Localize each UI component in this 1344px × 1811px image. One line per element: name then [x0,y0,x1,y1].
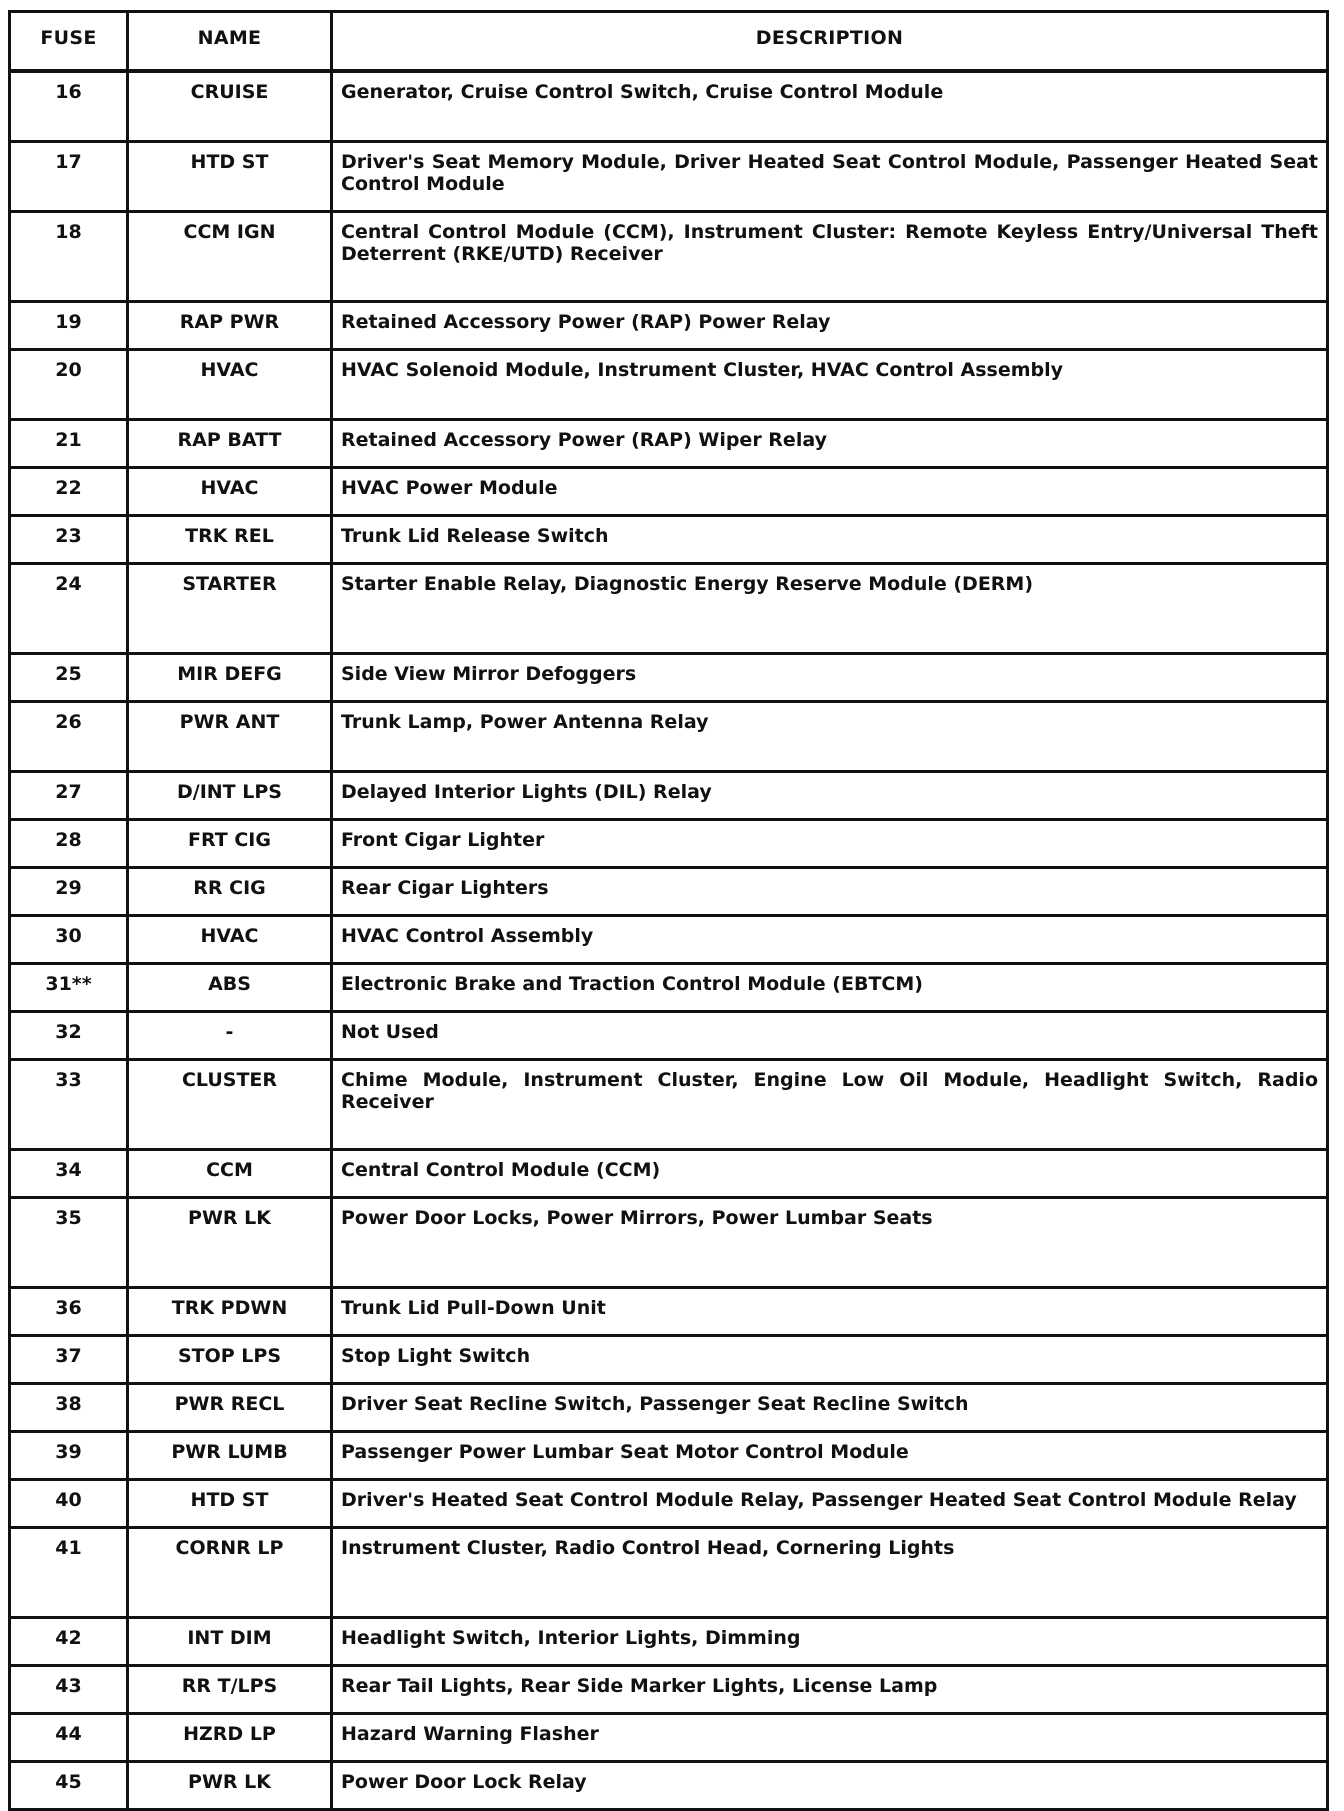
fuse-description-cell: Not Used [332,1012,1328,1060]
fuse-description-cell: Retained Accessory Power (RAP) Wiper Relay [332,420,1328,468]
fuse-description-cell: HVAC Power Module [332,468,1328,516]
fuse-number-cell: 21 [10,420,128,468]
fuse-number-cell: 30 [10,916,128,964]
fuse-name-cell: - [128,1012,332,1060]
table-row [10,868,1328,916]
table-row [10,1288,1328,1336]
fuse-number-cell: 40 [10,1480,128,1528]
table-row [10,654,1328,702]
fuse-number-cell: 16 [10,71,128,142]
fuse-description-cell: Passenger Power Lumbar Seat Motor Control Module [332,1432,1328,1480]
fuse-description-cell: Trunk Lid Release Switch [332,516,1328,564]
fuse-number-cell: 38 [10,1384,128,1432]
fuse-number-cell: 22 [10,468,128,516]
fuse-number-cell: 36 [10,1288,128,1336]
fuse-number-cell: 37 [10,1336,128,1384]
fuse-name-cell: PWR LK [128,1762,332,1810]
table-row [10,1012,1328,1060]
fuse-name-cell: RR T/LPS [128,1666,332,1714]
header-row [10,12,1328,72]
fuse-number-cell: 28 [10,820,128,868]
fuse-description-cell: Chime Module, Instrument Cluster, Engine Low Oil Module, Headlight Switch, Radio Receiver [332,1060,1328,1150]
fuse-description-cell: Trunk Lid Pull-Down Unit [332,1288,1328,1336]
fuse-number-cell: 20 [10,350,128,420]
table-row [10,71,1328,142]
fuse-description-cell: Front Cigar Lighter [332,820,1328,868]
fuse-description-cell: HVAC Control Assembly [332,916,1328,964]
fuse-name-cell: CORNR LP [128,1528,332,1618]
fuse-description-cell: Stop Light Switch [332,1336,1328,1384]
table-row [10,1618,1328,1666]
fuse-description-cell: Driver's Heated Seat Control Module Relay, Passenger Heated Seat Control Module Relay [332,1480,1328,1528]
table-row [10,1666,1328,1714]
fuse-name-cell: CRUISE [128,71,332,142]
table-row [10,1762,1328,1810]
table-row [10,1528,1328,1618]
fuse-name-cell: HZRD LP [128,1714,332,1762]
fuse-description-cell: Instrument Cluster, Radio Control Head, Cornering Lights [332,1528,1328,1618]
fuse-description-cell: Power Door Locks, Power Mirrors, Power Lumbar Seats [332,1198,1328,1288]
fuse-number-cell: 33 [10,1060,128,1150]
fuse-number-cell: 23 [10,516,128,564]
fuse-description-cell: Driver's Seat Memory Module, Driver Heated Seat Control Module, Passenger Heated Seat Control Module [332,142,1328,212]
fuse-description-cell: Central Control Module (CCM), Instrument Cluster: Remote Keyless Entry/Universal Theft Deterrent (RKE/UTD) Receiver [332,212,1328,302]
table-row [10,1336,1328,1384]
fuse-name-cell: HTD ST [128,1480,332,1528]
table-row [10,142,1328,212]
table-header [10,12,1328,72]
table-row [10,1060,1328,1150]
fuse-name-cell: HVAC [128,468,332,516]
fuse-name-cell: STOP LPS [128,1336,332,1384]
fuse-description-cell: Electronic Brake and Traction Control Module (EBTCM) [332,964,1328,1012]
fuse-name-cell: D/INT LPS [128,772,332,820]
fuse-name-cell: HTD ST [128,142,332,212]
table-body [10,71,1328,1810]
fuse-description-cell: HVAC Solenoid Module, Instrument Cluster, HVAC Control Assembly [332,350,1328,420]
table-row [10,916,1328,964]
fuse-name-cell: INT DIM [128,1618,332,1666]
table-row [10,564,1328,654]
fuse-number-cell: 32 [10,1012,128,1060]
table-row [10,1198,1328,1288]
fuse-name-cell: CLUSTER [128,1060,332,1150]
fuse-name-cell: RAP BATT [128,420,332,468]
table-row [10,1150,1328,1198]
fuse-name-cell: HVAC [128,350,332,420]
fuse-name-cell: STARTER [128,564,332,654]
fuse-number-cell: 19 [10,302,128,350]
fuse-number-cell: 17 [10,142,128,212]
fuse-number-cell: 39 [10,1432,128,1480]
table-row [10,1714,1328,1762]
fuse-number-cell: 35 [10,1198,128,1288]
table-row [10,468,1328,516]
fuse-description-table [8,10,1329,1811]
fuse-number-cell: 27 [10,772,128,820]
fuse-name-cell: PWR ANT [128,702,332,772]
fuse-number-cell: 45 [10,1762,128,1810]
fuse-name-cell: CCM IGN [128,212,332,302]
fuse-description-cell: Generator, Cruise Control Switch, Cruise Control Module [332,71,1328,142]
fuse-name-cell: PWR LK [128,1198,332,1288]
fuse-number-cell: 31** [10,964,128,1012]
fuse-name-cell: MIR DEFG [128,654,332,702]
fuse-number-cell: 43 [10,1666,128,1714]
fuse-name-cell: HVAC [128,916,332,964]
fuse-name-cell: ABS [128,964,332,1012]
table-row [10,302,1328,350]
fuse-description-cell: Headlight Switch, Interior Lights, Dimming [332,1618,1328,1666]
fuse-description-cell: Driver Seat Recline Switch, Passenger Seat Recline Switch [332,1384,1328,1432]
fuse-description-cell: Retained Accessory Power (RAP) Power Relay [332,302,1328,350]
table-row [10,702,1328,772]
fuse-name-cell: FRT CIG [128,820,332,868]
fuse-number-cell: 26 [10,702,128,772]
fuse-name-cell: RR CIG [128,868,332,916]
fuse-description-cell: Trunk Lamp, Power Antenna Relay [332,702,1328,772]
fuse-name-cell: TRK PDWN [128,1288,332,1336]
fuse-name-cell: CCM [128,1150,332,1198]
fuse-number-cell: 34 [10,1150,128,1198]
fuse-description-cell: Hazard Warning Flasher [332,1714,1328,1762]
fuse-number-cell: 29 [10,868,128,916]
table-row [10,820,1328,868]
header-fuse: FUSE [10,12,128,72]
table-row [10,1384,1328,1432]
header-name: NAME [128,12,332,72]
fuse-name-cell: PWR RECL [128,1384,332,1432]
table-row [10,1432,1328,1480]
table-row [10,1480,1328,1528]
fuse-description-cell: Starter Enable Relay, Diagnostic Energy Reserve Module (DERM) [332,564,1328,654]
fuse-description-cell: Rear Tail Lights, Rear Side Marker Lights, License Lamp [332,1666,1328,1714]
fuse-number-cell: 42 [10,1618,128,1666]
fuse-name-cell: TRK REL [128,516,332,564]
fuse-number-cell: 41 [10,1528,128,1618]
table-row [10,964,1328,1012]
fuse-description-cell: Rear Cigar Lighters [332,868,1328,916]
fuse-description-cell: Power Door Lock Relay [332,1762,1328,1810]
fuse-number-cell: 24 [10,564,128,654]
table-row [10,212,1328,302]
fuse-description-cell: Side View Mirror Defoggers [332,654,1328,702]
fuse-number-cell: 44 [10,1714,128,1762]
fuse-name-cell: PWR LUMB [128,1432,332,1480]
table-row [10,772,1328,820]
fuse-description-cell: Central Control Module (CCM) [332,1150,1328,1198]
fuse-number-cell: 25 [10,654,128,702]
table-row [10,516,1328,564]
table-row [10,420,1328,468]
fuse-name-cell: RAP PWR [128,302,332,350]
header-description: DESCRIPTION [332,12,1328,72]
fuse-number-cell: 18 [10,212,128,302]
table-row [10,350,1328,420]
fuse-description-cell: Delayed Interior Lights (DIL) Relay [332,772,1328,820]
